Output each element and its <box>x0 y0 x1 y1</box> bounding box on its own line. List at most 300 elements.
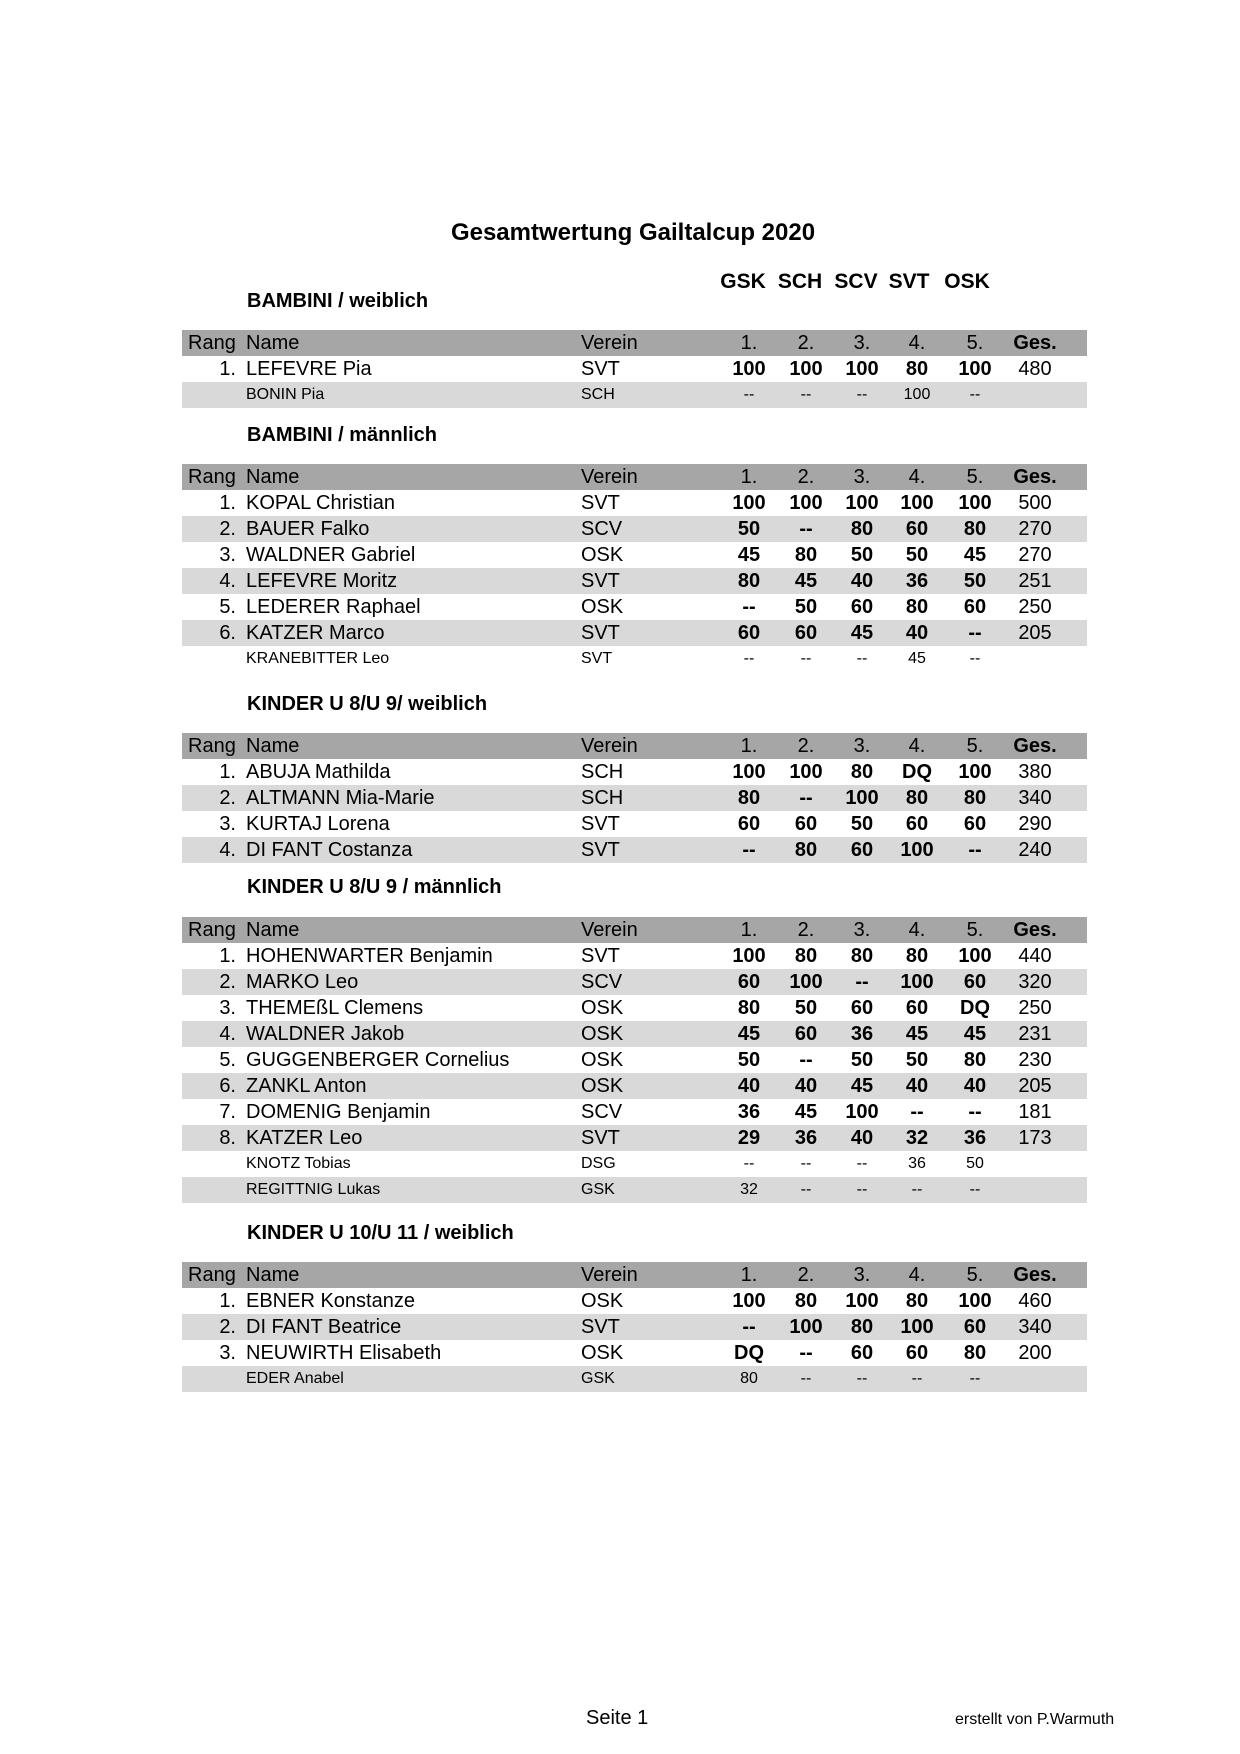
score-cell: DQ <box>960 997 990 1019</box>
column-header-rank: Rang <box>188 735 236 757</box>
table-row <box>182 1099 1087 1125</box>
column-header-name: Name <box>246 332 300 354</box>
score-cell: 100 <box>958 358 992 380</box>
club-cell: GSK <box>581 1370 615 1387</box>
table-row <box>182 1340 1087 1366</box>
score-cell: 100 <box>732 358 766 380</box>
club-cell: OSK <box>581 1049 624 1071</box>
score-cell: 80 <box>740 1370 758 1387</box>
table-row <box>182 568 1087 594</box>
author-credit: erstellt von P.Warmuth <box>955 1711 1115 1728</box>
score-cell: -- <box>969 650 981 667</box>
name-cell: NEUWIRTH Elisabeth <box>246 1342 442 1364</box>
name-cell: GUGGENBERGER Cornelius <box>246 1049 510 1071</box>
table-row <box>182 1021 1087 1047</box>
rank-cell: 1. <box>219 358 236 380</box>
total-cell: 231 <box>1018 1023 1052 1045</box>
column-header-total: Ges. <box>1013 466 1057 488</box>
score-cell: -- <box>800 1155 812 1172</box>
score-cell: 80 <box>794 839 818 861</box>
score-cell: -- <box>742 1316 756 1338</box>
column-header-club: Verein <box>581 332 638 354</box>
score-cell: 100 <box>845 787 879 809</box>
total-cell: 240 <box>1018 839 1052 861</box>
total-cell: 480 <box>1018 358 1052 380</box>
score-cell: -- <box>800 1370 812 1387</box>
club-cell: OSK <box>581 1342 624 1364</box>
score-cell: 60 <box>737 813 761 835</box>
score-cell: 60 <box>905 1342 929 1364</box>
score-cell: 80 <box>850 518 874 540</box>
table-header-row <box>182 733 1087 759</box>
score-cell: 50 <box>850 813 874 835</box>
score-cell: 80 <box>905 787 929 809</box>
rank-cell: 3. <box>219 1342 236 1364</box>
total-cell: 205 <box>1018 622 1052 644</box>
score-cell: 100 <box>845 492 879 514</box>
venue-label: SCV <box>834 270 878 293</box>
column-header-club: Verein <box>581 1264 638 1286</box>
score-cell: 60 <box>905 518 929 540</box>
score-cell: 50 <box>737 518 761 540</box>
venue-label: GSK <box>720 270 766 293</box>
score-cell: -- <box>742 596 756 618</box>
score-cell: 100 <box>900 1316 934 1338</box>
rank-cell: 2. <box>219 787 236 809</box>
score-cell: -- <box>743 650 755 667</box>
table-row <box>182 542 1087 568</box>
table-row-unranked <box>182 646 1087 672</box>
score-cell: 100 <box>903 386 931 403</box>
name-cell: KRANEBITTER Leo <box>246 650 390 667</box>
score-cell: 80 <box>850 1316 874 1338</box>
club-cell: SCH <box>581 761 624 783</box>
rank-cell: 6. <box>219 622 236 644</box>
score-cell: 45 <box>908 650 926 667</box>
score-cell: 100 <box>789 971 823 993</box>
table-row <box>182 1047 1087 1073</box>
score-cell: 80 <box>737 997 761 1019</box>
table-row <box>182 620 1087 646</box>
table-header-row <box>182 917 1087 943</box>
results-table <box>182 464 1087 672</box>
name-cell: HOHENWARTER Benjamin <box>246 945 493 967</box>
column-header-total: Ges. <box>1013 919 1057 941</box>
column-header-race: 4. <box>908 466 926 488</box>
score-cell: 60 <box>963 1316 987 1338</box>
table-row <box>182 1125 1087 1151</box>
score-cell: -- <box>742 839 756 861</box>
total-cell: 340 <box>1018 787 1052 809</box>
score-cell: 36 <box>963 1127 987 1149</box>
table-row-unranked <box>182 382 1087 408</box>
document-title: Gesamtwertung Gailtalcup 2020 <box>450 219 816 246</box>
score-cell: 50 <box>905 544 929 566</box>
score-cell: 60 <box>794 622 818 644</box>
venue-label: OSK <box>944 270 990 293</box>
rank-cell: 4. <box>219 839 236 861</box>
score-cell: -- <box>856 386 868 403</box>
score-cell: 80 <box>905 358 929 380</box>
club-cell: SCV <box>581 971 623 993</box>
club-cell: OSK <box>581 544 624 566</box>
total-cell: 173 <box>1018 1127 1052 1149</box>
column-header-race: 3. <box>853 919 871 941</box>
club-cell: SVT <box>581 358 620 380</box>
score-cell: -- <box>968 839 982 861</box>
name-cell: DI FANT Costanza <box>246 839 413 861</box>
column-header-race: 5. <box>966 919 984 941</box>
score-cell: 60 <box>737 971 761 993</box>
club-cell: GSK <box>581 1181 615 1198</box>
score-cell: -- <box>800 386 812 403</box>
score-cell: 45 <box>737 1023 761 1045</box>
name-cell: DOMENIG Benjamin <box>246 1101 431 1123</box>
score-cell: -- <box>856 1181 868 1198</box>
rank-cell: 5. <box>219 1049 236 1071</box>
total-cell: 380 <box>1018 761 1052 783</box>
name-cell: BONIN Pia <box>246 386 325 403</box>
column-header-race: 3. <box>853 1264 871 1286</box>
table-row <box>182 811 1087 837</box>
club-cell: SVT <box>581 813 620 835</box>
score-cell: 40 <box>905 622 929 644</box>
column-header-club: Verein <box>581 919 638 941</box>
column-header-rank: Rang <box>188 1264 236 1286</box>
name-cell: KATZER Leo <box>246 1127 363 1149</box>
total-cell: 340 <box>1018 1316 1052 1338</box>
column-header-rank: Rang <box>188 919 236 941</box>
score-cell: 80 <box>850 761 874 783</box>
score-cell: 36 <box>905 570 929 592</box>
rank-cell: 2. <box>219 518 236 540</box>
club-cell: SCH <box>581 787 624 809</box>
rank-cell: 4. <box>219 1023 236 1045</box>
column-header-race: 1. <box>740 466 758 488</box>
name-cell: ALTMANN Mia-Marie <box>246 787 435 809</box>
club-cell: SVT <box>581 839 620 861</box>
table-header-row <box>182 1262 1087 1288</box>
column-header-race: 4. <box>908 1264 926 1286</box>
column-header-total: Ges. <box>1013 735 1057 757</box>
club-cell: SVT <box>581 492 620 514</box>
column-header-name: Name <box>246 466 300 488</box>
table-row <box>182 759 1087 785</box>
column-header-race: 4. <box>908 919 926 941</box>
score-cell: 50 <box>963 570 987 592</box>
score-cell: 36 <box>850 1023 874 1045</box>
rank-cell: 6. <box>219 1075 236 1097</box>
score-cell: 40 <box>905 1075 929 1097</box>
column-header-race: 1. <box>740 1264 758 1286</box>
club-cell: SVT <box>581 622 620 644</box>
score-cell: 100 <box>900 839 934 861</box>
score-cell: 100 <box>958 761 992 783</box>
total-cell: 250 <box>1018 997 1052 1019</box>
results-table <box>182 917 1087 1203</box>
club-cell: OSK <box>581 1290 624 1312</box>
score-cell: 100 <box>845 1290 879 1312</box>
score-cell: -- <box>799 1342 813 1364</box>
total-cell: 181 <box>1018 1101 1052 1123</box>
column-header-race: 2. <box>797 466 815 488</box>
column-header-race: 2. <box>797 919 815 941</box>
score-cell: -- <box>911 1370 923 1387</box>
score-cell: -- <box>969 1370 981 1387</box>
score-cell: 50 <box>794 997 818 1019</box>
score-cell: -- <box>911 1181 923 1198</box>
column-header-race: 1. <box>740 735 758 757</box>
score-cell: 50 <box>850 544 874 566</box>
score-cell: 100 <box>900 971 934 993</box>
score-cell: 50 <box>966 1155 984 1172</box>
name-cell: REGITTNIG Lukas <box>246 1181 381 1198</box>
score-cell: 80 <box>794 945 818 967</box>
score-cell: 100 <box>958 1290 992 1312</box>
column-header-race: 4. <box>908 735 926 757</box>
score-cell: 50 <box>737 1049 761 1071</box>
score-cell: 100 <box>958 945 992 967</box>
name-cell: WALDNER Jakob <box>246 1023 405 1045</box>
column-header-rank: Rang <box>188 466 236 488</box>
club-cell: OSK <box>581 596 624 618</box>
column-header-race: 3. <box>853 332 871 354</box>
score-cell: -- <box>743 1155 755 1172</box>
rank-cell: 5. <box>219 596 236 618</box>
score-cell: -- <box>969 386 981 403</box>
results-table <box>182 330 1087 408</box>
score-cell: -- <box>968 1101 982 1123</box>
column-header-race: 1. <box>740 919 758 941</box>
score-cell: 40 <box>794 1075 818 1097</box>
score-cell: 100 <box>958 492 992 514</box>
table-header-row <box>182 330 1087 356</box>
score-cell: 100 <box>732 761 766 783</box>
rank-cell: 1. <box>219 492 236 514</box>
table-row <box>182 837 1087 863</box>
score-cell: 45 <box>737 544 761 566</box>
score-cell: 80 <box>737 787 761 809</box>
column-header-race: 2. <box>797 332 815 354</box>
table-row <box>182 490 1087 516</box>
score-cell: 60 <box>794 813 818 835</box>
score-cell: 60 <box>850 596 874 618</box>
score-cell: 80 <box>963 1049 987 1071</box>
score-cell: 36 <box>908 1155 926 1172</box>
score-cell: 60 <box>794 1023 818 1045</box>
club-cell: SCV <box>581 1101 623 1123</box>
score-cell: 80 <box>963 1342 987 1364</box>
venue-label: SVT <box>888 270 930 293</box>
column-header-club: Verein <box>581 735 638 757</box>
score-cell: 80 <box>794 1290 818 1312</box>
club-cell: SVT <box>581 570 620 592</box>
venue-header <box>0 270 1240 296</box>
score-cell: 45 <box>905 1023 929 1045</box>
total-cell: 500 <box>1018 492 1052 514</box>
score-cell: -- <box>800 650 812 667</box>
score-cell: 100 <box>789 492 823 514</box>
name-cell: KURTAJ Lorena <box>246 813 390 835</box>
score-cell: 45 <box>850 622 874 644</box>
club-cell: SVT <box>581 650 613 667</box>
club-cell: SVT <box>581 1316 620 1338</box>
score-cell: 60 <box>905 813 929 835</box>
column-header-name: Name <box>246 919 300 941</box>
name-cell: LEFEVRE Moritz <box>246 570 398 592</box>
name-cell: MARKO Leo <box>246 971 359 993</box>
score-cell: 60 <box>850 1342 874 1364</box>
rank-cell: 3. <box>219 544 236 566</box>
name-cell: DI FANT Beatrice <box>246 1316 402 1338</box>
score-cell: 40 <box>737 1075 761 1097</box>
column-header-race: 3. <box>853 735 871 757</box>
club-cell: SVT <box>581 945 620 967</box>
score-cell: 40 <box>850 1127 874 1149</box>
section-heading: BAMBINI / männlich <box>247 424 438 446</box>
table-row-unranked <box>182 1151 1087 1177</box>
results-table <box>182 733 1087 863</box>
page-number: Seite 1 <box>586 1707 649 1729</box>
rank-cell: 8. <box>219 1127 236 1149</box>
rank-cell: 2. <box>219 971 236 993</box>
column-header-race: 5. <box>966 466 984 488</box>
total-cell: 205 <box>1018 1075 1052 1097</box>
name-cell: KNOTZ Tobias <box>246 1155 351 1172</box>
score-cell: 45 <box>963 1023 987 1045</box>
club-cell: SCH <box>581 386 615 403</box>
score-cell: -- <box>856 650 868 667</box>
rank-cell: 1. <box>219 1290 236 1312</box>
table-row <box>182 785 1087 811</box>
score-cell: 32 <box>905 1127 929 1149</box>
score-cell: 100 <box>845 1101 879 1123</box>
column-header-race: 2. <box>797 1264 815 1286</box>
club-cell: DSG <box>581 1155 616 1172</box>
total-cell: 440 <box>1018 945 1052 967</box>
score-cell: -- <box>969 1181 981 1198</box>
section-heading: BAMBINI / weiblich <box>247 290 429 312</box>
score-cell: -- <box>855 971 869 993</box>
column-header-name: Name <box>246 1264 300 1286</box>
score-cell: 45 <box>850 1075 874 1097</box>
score-cell: 60 <box>963 596 987 618</box>
club-cell: SVT <box>581 1127 620 1149</box>
score-cell: 60 <box>963 971 987 993</box>
total-cell: 250 <box>1018 596 1052 618</box>
column-header-total: Ges. <box>1013 1264 1057 1286</box>
score-cell: 100 <box>789 358 823 380</box>
score-cell: -- <box>799 518 813 540</box>
total-cell: 320 <box>1018 971 1052 993</box>
score-cell: 60 <box>737 622 761 644</box>
rank-cell: 4. <box>219 570 236 592</box>
score-cell: 32 <box>740 1181 758 1198</box>
column-header-race: 4. <box>908 332 926 354</box>
section-heading: KINDER U 10/U 11 / weiblich <box>247 1222 514 1244</box>
rank-cell: 3. <box>219 813 236 835</box>
score-cell: -- <box>910 1101 924 1123</box>
column-header-race: 5. <box>966 332 984 354</box>
rank-cell: 1. <box>219 945 236 967</box>
score-cell: -- <box>799 1049 813 1071</box>
table-row <box>182 516 1087 542</box>
total-cell: 230 <box>1018 1049 1052 1071</box>
name-cell: THEMEßL Clemens <box>246 997 424 1019</box>
score-cell: 80 <box>737 570 761 592</box>
table-row <box>182 943 1087 969</box>
score-cell: 100 <box>732 1290 766 1312</box>
score-cell: 80 <box>794 544 818 566</box>
score-cell: 100 <box>789 1316 823 1338</box>
score-cell: -- <box>856 1155 868 1172</box>
score-cell: 100 <box>732 945 766 967</box>
rank-cell: 7. <box>219 1101 236 1123</box>
score-cell: 80 <box>905 945 929 967</box>
section-heading: KINDER U 8/U 9 / männlich <box>247 876 502 898</box>
score-cell: 100 <box>732 492 766 514</box>
score-cell: 80 <box>905 596 929 618</box>
name-cell: KATZER Marco <box>246 622 385 644</box>
table-row <box>182 969 1087 995</box>
score-cell: 100 <box>845 358 879 380</box>
name-cell: ABUJA Mathilda <box>246 761 391 783</box>
score-cell: 50 <box>850 1049 874 1071</box>
club-cell: OSK <box>581 1075 624 1097</box>
score-cell: 100 <box>789 761 823 783</box>
score-cell: 45 <box>963 544 987 566</box>
score-cell: 45 <box>794 570 818 592</box>
table-row <box>182 594 1087 620</box>
table-row <box>182 995 1087 1021</box>
column-header-rank: Rang <box>188 332 236 354</box>
score-cell: 36 <box>737 1101 761 1123</box>
table-row <box>182 1314 1087 1340</box>
score-cell: 80 <box>963 787 987 809</box>
score-cell: 60 <box>963 813 987 835</box>
name-cell: KOPAL Christian <box>246 492 395 514</box>
total-cell: 270 <box>1018 518 1052 540</box>
score-cell: DQ <box>902 761 932 783</box>
score-cell: -- <box>856 1370 868 1387</box>
score-cell: -- <box>800 1181 812 1198</box>
score-cell: 80 <box>850 945 874 967</box>
results-table <box>182 1262 1087 1392</box>
table-row <box>182 1288 1087 1314</box>
table-row-unranked <box>182 1177 1087 1203</box>
venue-label: SCH <box>777 270 823 293</box>
rank-cell: 3. <box>219 997 236 1019</box>
score-cell: 60 <box>905 997 929 1019</box>
score-cell: DQ <box>734 1342 764 1364</box>
column-header-name: Name <box>246 735 300 757</box>
name-cell: LEDERER Raphael <box>246 596 421 618</box>
score-cell: 50 <box>794 596 818 618</box>
column-header-race: 3. <box>853 466 871 488</box>
score-cell: 40 <box>850 570 874 592</box>
column-header-race: 1. <box>740 332 758 354</box>
club-cell: OSK <box>581 997 624 1019</box>
total-cell: 200 <box>1018 1342 1052 1364</box>
total-cell: 460 <box>1018 1290 1052 1312</box>
score-cell: 40 <box>963 1075 987 1097</box>
name-cell: ZANKL Anton <box>246 1075 367 1097</box>
column-header-race: 5. <box>966 735 984 757</box>
club-cell: OSK <box>581 1023 624 1045</box>
score-cell: 29 <box>737 1127 761 1149</box>
score-cell: 80 <box>963 518 987 540</box>
section-heading: KINDER U 8/U 9/ weiblich <box>247 693 488 715</box>
